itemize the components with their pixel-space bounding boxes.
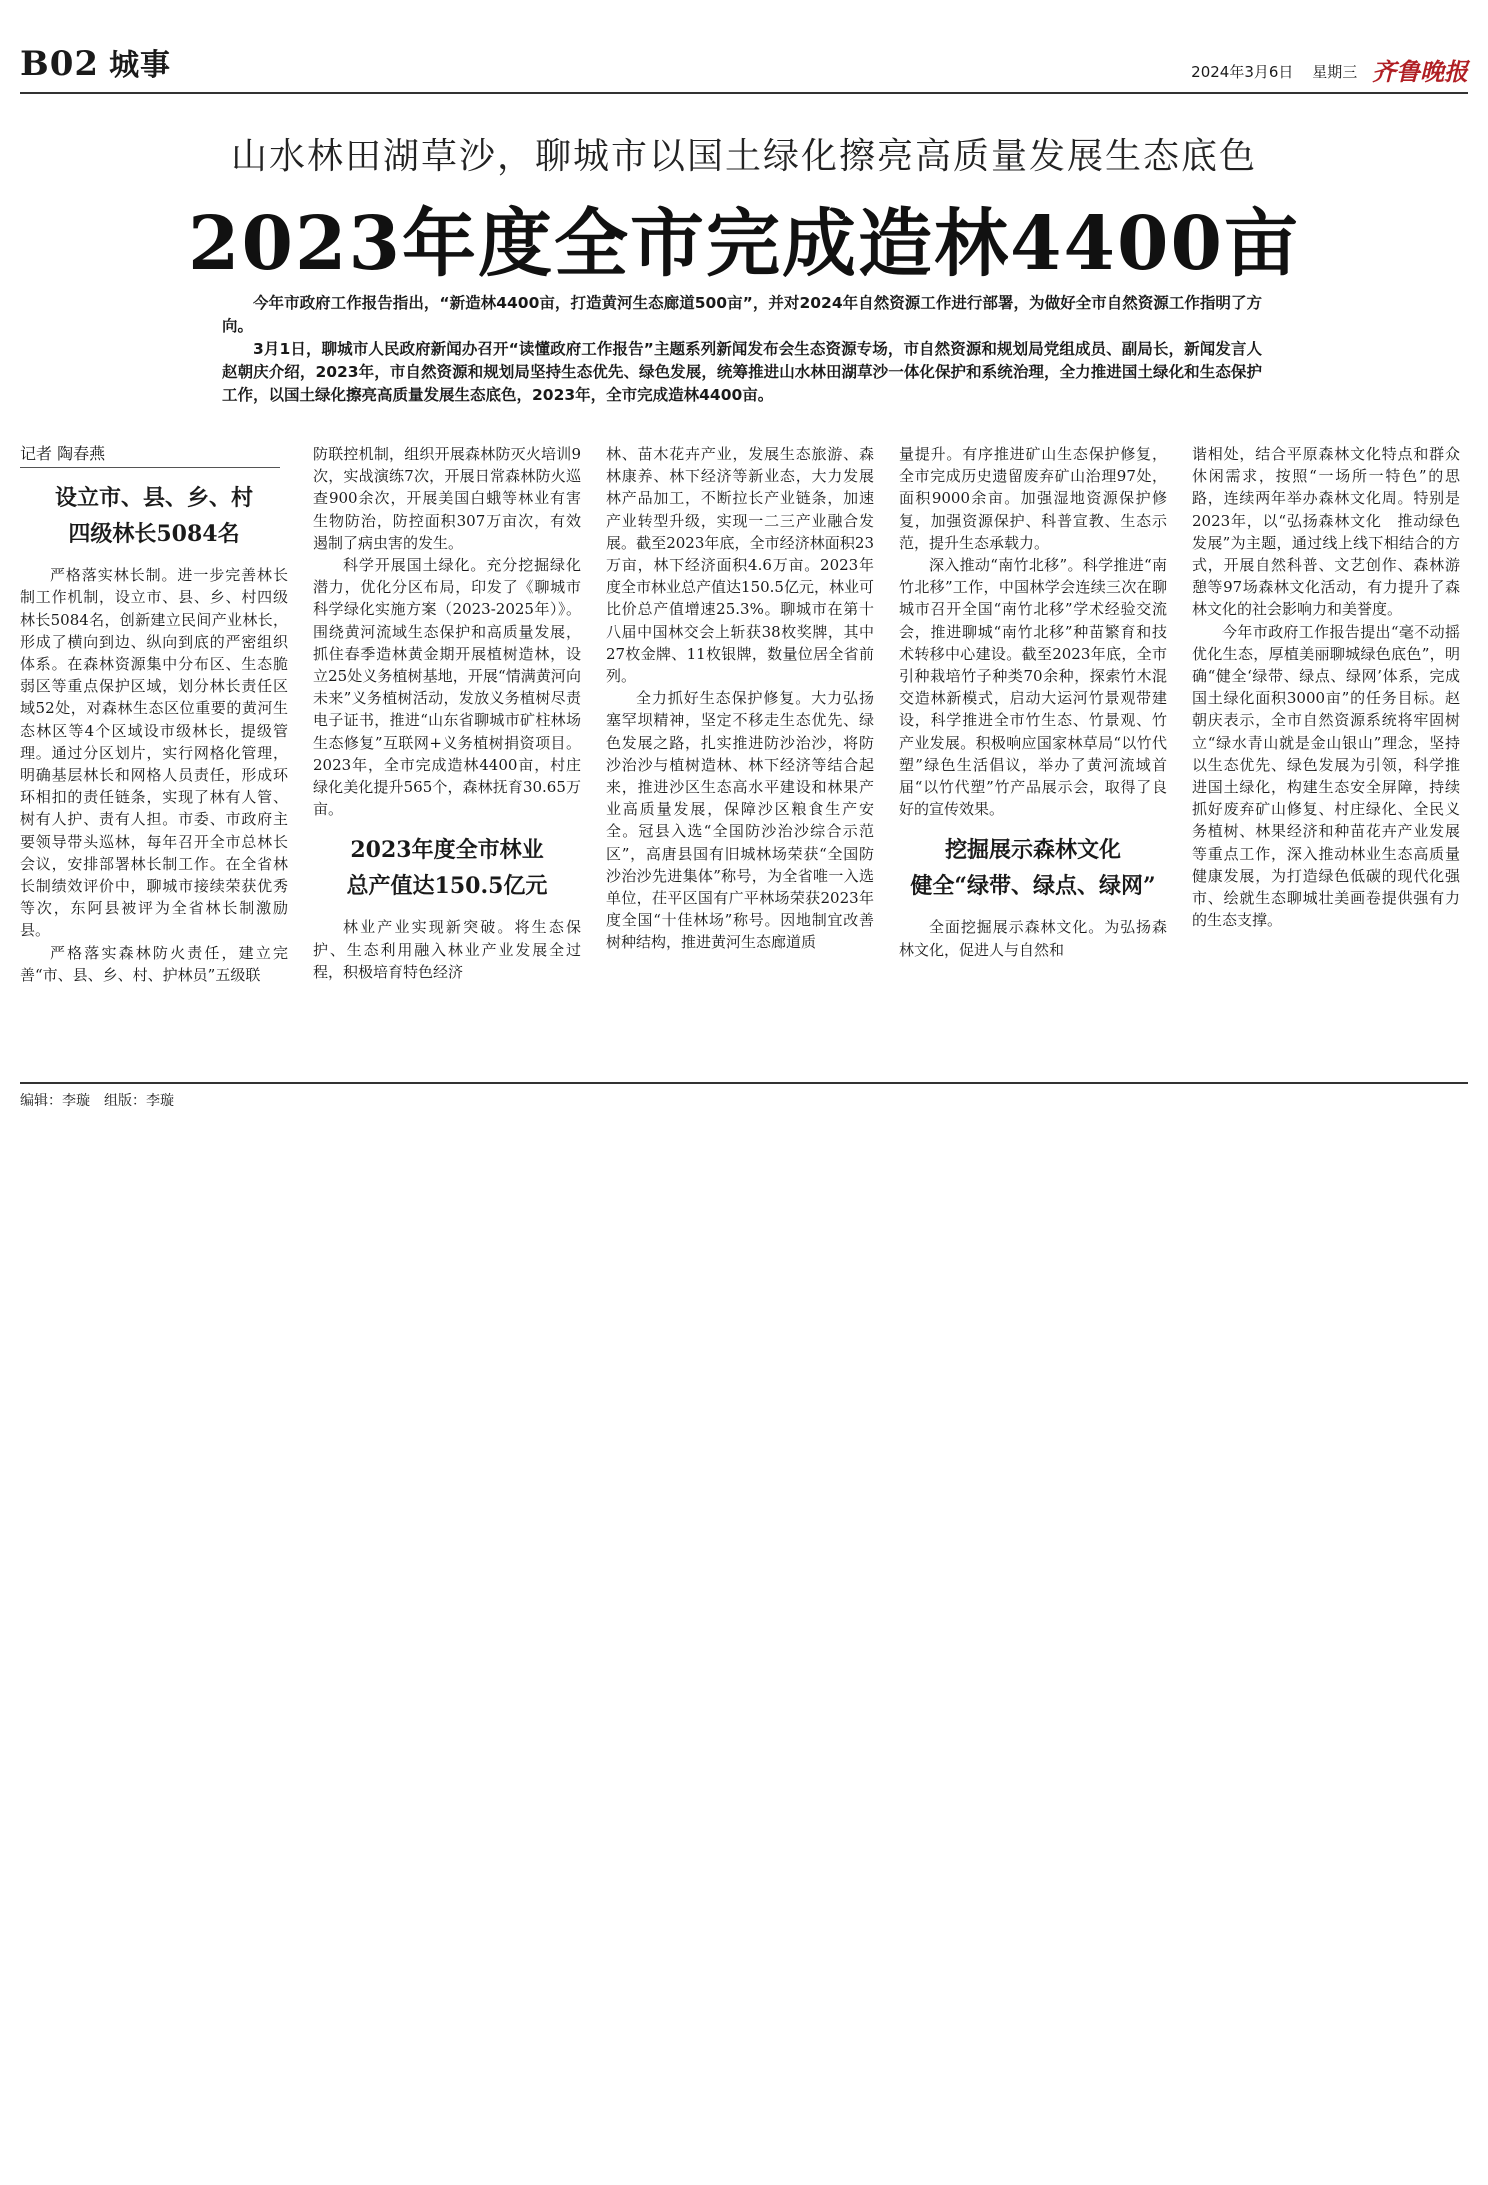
paragraph: 深入推动“南竹北移”。科学推进“南竹北移”工作，中国林学会连续三次在聊城市召开全国“南竹北移”学术经验交流会，推进聊城“南竹北移”种苗繁育和技术转移中心建设。截至2023年底，全市引种栽培竹子种类70余种，探索竹木混交造林新模式，启动大运河竹景观带建设，科学推进全市竹生态、竹景观、竹产业发展。积极响应国家林草局“以竹代塑”绿色生活倡议，举办了黄河流域首届“以竹代塑”竹产品展示会，取得了良好的宣传效果。 [899, 556, 1167, 819]
issue-weekday: 星期三 [1312, 63, 1358, 81]
paragraph: 严格落实森林防火责任，建立完善“市、县、乡、村、护林员”五级联 [20, 943, 288, 984]
paragraph: 全面挖掘展示森林文化。为弘扬森林文化，促进人与自然和 [899, 918, 1167, 959]
paragraph: 今年市政府工作报告提出“毫不动摇优化生态，厚植美丽聊城绿色底色”，明确“健全‘绿带、绿点、绿网’体系，完成国土绿化面积3000亩”的任务目标。赵朝庆表示，全市自然资源系统将牢固树立“绿水青山就是金山银山”理念，坚持以生态优先、绿色发展为引领，科学推进国土绿化，构建生态安全屏障，持续抓好废弃矿山修复、村庄绿化、全民义务植树、林果经济和种苗花卉产业发展等重点工作，深入推动林业生态高质量健康发展，为打造绿色低碳的现代化强市、绘就生态聊城壮美画卷提供强有力的生态支撑。 [1192, 622, 1460, 930]
newspaper-logo: 齐鲁晚报 [1372, 58, 1468, 86]
subhead-forest-culture: 挖掘展示森林文化 健全“绿带、绿点、绿网” [910, 837, 1156, 900]
footer-divider [20, 1082, 1468, 1084]
editor-credits: 编辑：李璇 组版：李璇 [20, 1093, 174, 1109]
paragraph: 科学开展国土绿化。充分挖掘绿化潜力，优化分区布局，印发了《聊城市科学绿化实施方案（2023-2025年）》。围绕黄河流域生态保护和高质量发展，抓住春季造林黄金期开展植树造林，设立25处义务植树基地，开展“情满黄河向未来”义务植树活动，发放义务植树尽责电子证书，推进“山东省聊城市矿柱林场生态修复”互联网+义务植树捐资项目。2023年，全市完成造林4400亩，村庄绿化美化提升565个，森林抚育30.65万亩。 [313, 556, 581, 819]
subhead-forestry-output: 2023年度全市林业 总产值达150.5亿元 [346, 837, 548, 900]
section-name: 城事 [109, 48, 172, 83]
article-column-3 [606, 443, 874, 954]
kicker-headline: 山水林田湖草沙，聊城市以国土绿化擦亮高质量发展生态底色 [230, 136, 1257, 177]
paragraph: 防联控机制，组织开展森林防灭火培训9次，实战演练7次，开展日常森林防火巡查900余次，开展美国白蛾等林业有害生物防治，防控面积307万亩次，有效遏制了病虫害的发生。 [313, 445, 581, 552]
subhead-forest-chiefs: 设立市、县、乡、村 四级林长5084名 [54, 485, 253, 548]
article-column-4 [899, 443, 1167, 961]
paragraph: 林、苗木花卉产业，发展生态旅游、森林康养、林下经济等新业态，大力发展林产品加工，不断拉长产业链条，加速产业转型升级，实现一二三产业融合发展。截至2023年底，全市经济林面积23万亩，林下经济面积4.6万亩。2023年度全市林业总产值达150.5亿元，林业可比价总产值增速25.3%。聊城市在第十八届中国林交会上斩获38枚奖牌，其中27枚金牌、11枚银牌，数量位居全省前列。 [606, 445, 874, 686]
page-number: B02 [20, 44, 100, 84]
page-section-label [20, 40, 171, 84]
lead-paragraph [222, 292, 1262, 407]
paragraph: 量提升。有序推进矿山生态保护修复，全市完成历史遗留废弃矿山治理97处，面积9000余亩。加强湿地资源保护修复，加强资源保护、科普宣教、生态示范，提升生态承载力。 [899, 445, 1167, 552]
lead-p2: 3月1日，聊城市人民政府新闻办召开“读懂政府工作报告”主题系列新闻发布会生态资源专场，市自然资源和规划局党组成员、副局长，新闻发言人赵朝庆介绍，2023年，市自然资源和规划局坚持生态优先、绿色发展，统筹推进山水林田湖草沙一体化保护和系统治理，全力推进国土绿化和生态保护工作，以国土绿化擦亮高质量发展生态底色，2023年，全市完成造林4400亩。 [222, 340, 1262, 404]
article-column-5 [1192, 443, 1460, 931]
header-divider [20, 92, 1468, 94]
main-headline: 2023年度全市完成造林4400亩 [188, 201, 1300, 287]
lead-p1: 今年市政府工作报告指出，“新造林4400亩，打造黄河生态廊道500亩”，并对2024年自然资源工作进行部署，为做好全市自然资源工作指明了方向。 [222, 294, 1262, 335]
byline: 记者 陶春燕 [20, 443, 280, 468]
issue-info [1191, 52, 1468, 87]
paragraph: 全力抓好生态保护修复。大力弘扬塞罕坝精神，坚定不移走生态优先、绿色发展之路，扎实推进防沙治沙，将防沙治沙与植树造林、林下经济等结合起来，推进沙区生态高水平建设和林果产业高质量发展，保障沙区粮食生产安全。冠县入选“全国防沙治沙综合示范区”，高唐县国有旧城林场荣获“全国防沙治沙先进集体”称号，为全省唯一入选单位，茌平区国有广平林场荣获2023年度全国“十佳林场”称号。因地制宜改善树种结构，推进黄河生态廊道质 [606, 689, 874, 952]
paragraph: 严格落实林长制。进一步完善林长制工作机制，设立市、县、乡、村四级林长5084名，创新建立民间产业林长，形成了横向到边、纵向到底的严密组织体系。在森林资源集中分布区、生态脆弱区等重点保护区域，划分林长责任区域52处，对森林生态区位重要的黄河生态林区等4个区域设市级林长，提级管理。通过分区划片，实行网格化管理，明确基层林长和网格人员责任，形成环环相扣的责任链条，实现了林有人管、树有人护、责有人担。市委、市政府主要领导带头巡林，每年召开全市总林长会议，安排部署林长制工作。在全省林长制绩效评价中，聊城市接续荣获优秀等次，东阿县被评为全省林长制激励县。 [20, 566, 288, 940]
issue-date: 2024年3月6日 [1191, 63, 1294, 81]
paragraph: 林业产业实现新突破。将生态保护、生态利用融入林业产业发展全过程，积极培育特色经济 [313, 918, 581, 981]
article-column-1 [20, 443, 288, 986]
paragraph: 谐相处，结合平原森林文化特点和群众休闲需求，按照“一场所一特色”的思路，连续两年举办森林文化周。特别是2023年，以“弘扬森林文化 推动绿色发展”为主题，通过线上线下相结合的方式，开展自然科普、文艺创作、森林游憩等97场森林文化活动，有力提升了森林文化的社会影响力和美誉度。 [1192, 445, 1460, 619]
article-column-2 [313, 443, 581, 983]
